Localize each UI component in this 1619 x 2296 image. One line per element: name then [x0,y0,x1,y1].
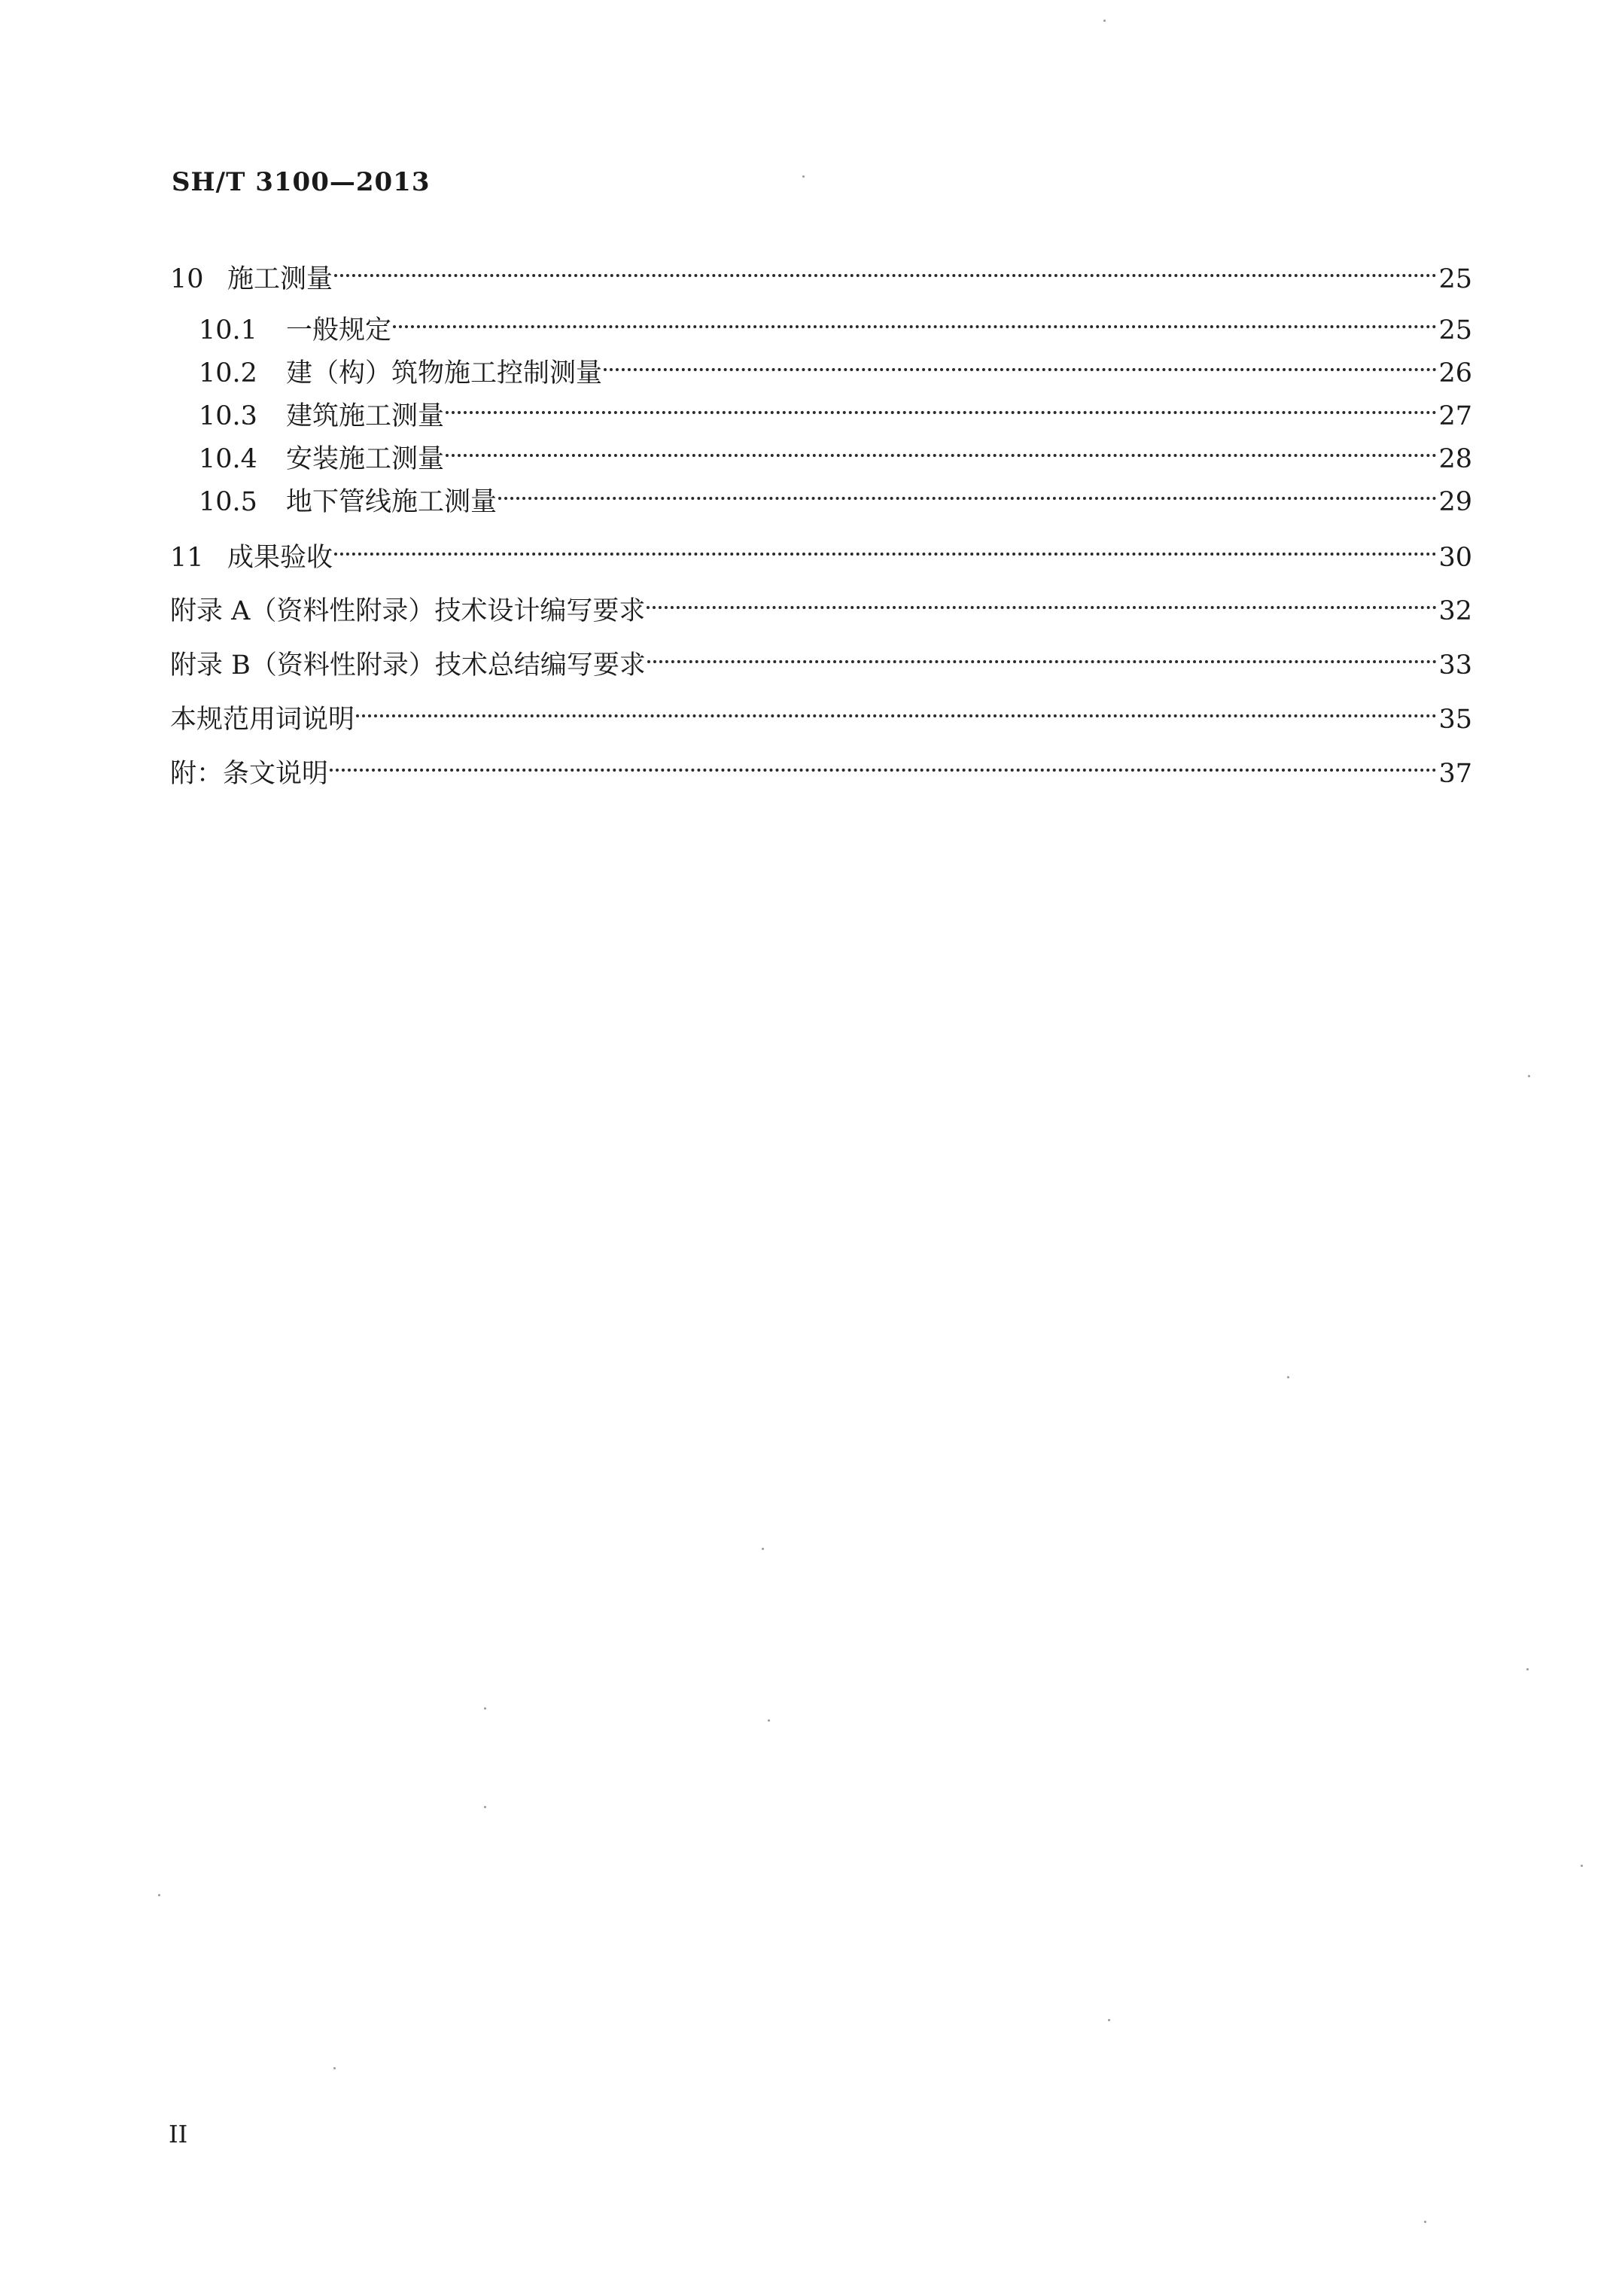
dot-leader [647,577,1437,620]
toc-entry-title: 建（构）筑物施工控制测量 [286,358,603,388]
scan-speck [1424,2221,1426,2223]
dot-leader [330,740,1437,782]
toc-entry-page: 35 [1438,705,1472,735]
toc-entry-page: 33 [1438,650,1472,681]
scan-speck [1103,20,1106,22]
dot-leader [498,468,1437,510]
toc-entry-number: 10.5 [199,487,257,517]
scan-speck [1287,1376,1289,1378]
toc-entry-number: 10 [170,264,204,294]
toc-entry-title: 一般规定 [286,315,392,346]
scan-speck [802,175,805,178]
toc-entry[interactable] [170,245,1472,294]
toc-entry-number: 10.4 [199,444,257,474]
toc-entry[interactable] [170,577,1472,626]
scan-speck [333,2067,336,2069]
toc-entry[interactable] [199,468,1472,517]
toc-entry-page: 26 [1438,358,1472,388]
toc-entry-page: 28 [1438,444,1472,474]
toc-entry-title: 成果验收 [227,543,333,573]
toc-entry-number: 11 [170,543,204,573]
scan-speck [1528,1075,1530,1077]
scan-speck [484,1707,486,1710]
toc-entry-title: 本规范用词说明 [170,705,355,735]
toc-entry-title: 安装施工测量 [286,444,445,474]
dot-leader [393,297,1437,339]
toc-entry[interactable] [199,382,1472,431]
toc-entry-page: 27 [1438,401,1472,431]
dot-leader [446,382,1437,425]
toc-entry-page: 37 [1438,759,1472,789]
dot-leader [356,686,1437,728]
scan-speck [158,1894,160,1896]
toc-entry[interactable] [170,524,1472,573]
toc-entry-title: 附：条文说明 [170,759,329,789]
dot-leader [334,245,1437,288]
scan-speck [1581,1865,1583,1867]
toc-entry-page: 29 [1438,487,1472,517]
dot-leader [647,632,1438,674]
toc-entry-title: 建筑施工测量 [286,401,445,431]
dot-leader [604,340,1437,382]
toc-entry-page: 25 [1438,315,1472,346]
scan-speck [762,1548,764,1550]
toc-entry[interactable] [199,425,1472,474]
toc-entry-page: 32 [1438,596,1472,626]
toc-entry-number: 10.3 [199,401,257,431]
toc-entry[interactable] [199,297,1472,346]
scan-speck [484,1806,486,1808]
toc-entry[interactable] [199,340,1472,388]
dot-leader [446,425,1437,467]
document-code: SH/T 3100—2013 [172,167,431,197]
toc-entry-page: 30 [1438,543,1472,573]
page-folio: II [169,2120,188,2148]
toc-entry[interactable] [170,632,1472,681]
toc-entry-title: 附录 B（资料性附录）技术总结编写要求 [170,650,646,681]
toc-entry-page: 25 [1438,264,1472,294]
toc-entry-title: 地下管线施工测量 [286,487,498,517]
toc-entry[interactable] [170,740,1472,789]
scan-speck [1108,2019,1110,2021]
scan-speck [768,1719,770,1722]
toc-entry-title: 施工测量 [227,264,333,294]
toc-entry[interactable] [170,686,1472,735]
dot-leader [334,524,1437,566]
scan-speck [1526,1668,1529,1670]
toc-entry-number: 10.2 [199,358,257,388]
toc-entry-title: 附录 A（资料性附录）技术设计编写要求 [170,596,646,626]
toc-entry-number: 10.1 [199,315,257,346]
